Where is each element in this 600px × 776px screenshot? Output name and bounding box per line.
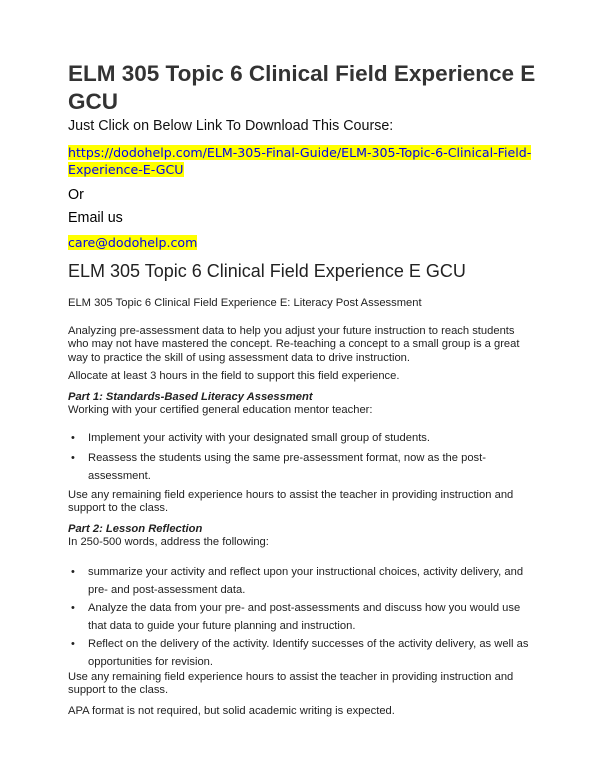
list-item: • Reflect on the delivery of the activity. Identify successes of the activity delivery, as well as opportunities for revision. xyxy=(68,635,538,671)
download-link-paragraph xyxy=(68,144,538,178)
part2-intro: In 250-500 words, address the following: xyxy=(68,536,269,548)
section-heading: ELM 305 Topic 6 Clinical Field Experience E GCU xyxy=(68,261,466,281)
assignment-subtitle: ELM 305 Topic 6 Clinical Field Experience E: Literacy Post Assessment xyxy=(68,297,422,309)
bullet-icon: • xyxy=(71,451,75,464)
bullet-icon: • xyxy=(71,601,75,614)
email-label: Email us xyxy=(68,210,123,226)
hours-paragraph: Allocate at least 3 hours in the field to support this field experience. xyxy=(68,370,400,382)
closing-note: APA format is not required, but solid academic writing is expected. xyxy=(68,704,395,717)
list-item: • summarize your activity and reflect upon your instructional choices, activity delivery, and pre- and post-assessment data. xyxy=(68,563,538,599)
part1-heading: Part 1: Standards-Based Literacy Assessment xyxy=(68,390,313,403)
part1-intro: Working with your certified general education mentor teacher: xyxy=(68,404,373,416)
document-page xyxy=(68,60,538,718)
page-title: ELM 305 Topic 6 Clinical Field Experience E GCU xyxy=(68,61,536,114)
list-item: • Implement your activity with your designated small group of students. xyxy=(71,431,431,444)
part2-list xyxy=(68,563,538,671)
bullet-icon: • xyxy=(71,565,75,578)
part2-heading: Part 2: Lesson Reflection xyxy=(68,522,203,535)
part1-list xyxy=(68,431,538,485)
or-text: Or xyxy=(68,187,84,203)
bullet-icon: • xyxy=(71,431,75,444)
list-item: • Analyze the data from your pre- and post-assessments and discuss how you would use that data to guide your future planning and instruction. xyxy=(68,599,538,635)
list-item: • Reassess the students using the same pre-assessment format, now as the post-assessment. xyxy=(68,449,538,485)
download-link[interactable]: https://dodohelp.com/ELM-305-Final-Guide/ELM-305-Topic-6-Clinical-Field-Experience-E-GCU xyxy=(68,145,532,177)
bullet-icon: • xyxy=(71,637,75,650)
email-link[interactable]: care@dodohelp.com xyxy=(68,235,198,250)
intro-paragraph: Analyzing pre-assessment data to help you adjust your future instruction to reach students who may not have mastered the concept. Re-teaching a concept to a small group is a great way to practice the skill of using assessment data to drive instruction. xyxy=(68,324,520,364)
download-instruction: Just Click on Below Link To Download This Course: xyxy=(68,118,394,134)
part1-closing: Use any remaining field experience hours to assist the teacher in providing instruction and support to the class. xyxy=(68,488,514,514)
email-paragraph xyxy=(68,234,538,251)
part2-closing: Use any remaining field experience hours to assist the teacher in providing instruction and support to the class. xyxy=(68,670,514,696)
